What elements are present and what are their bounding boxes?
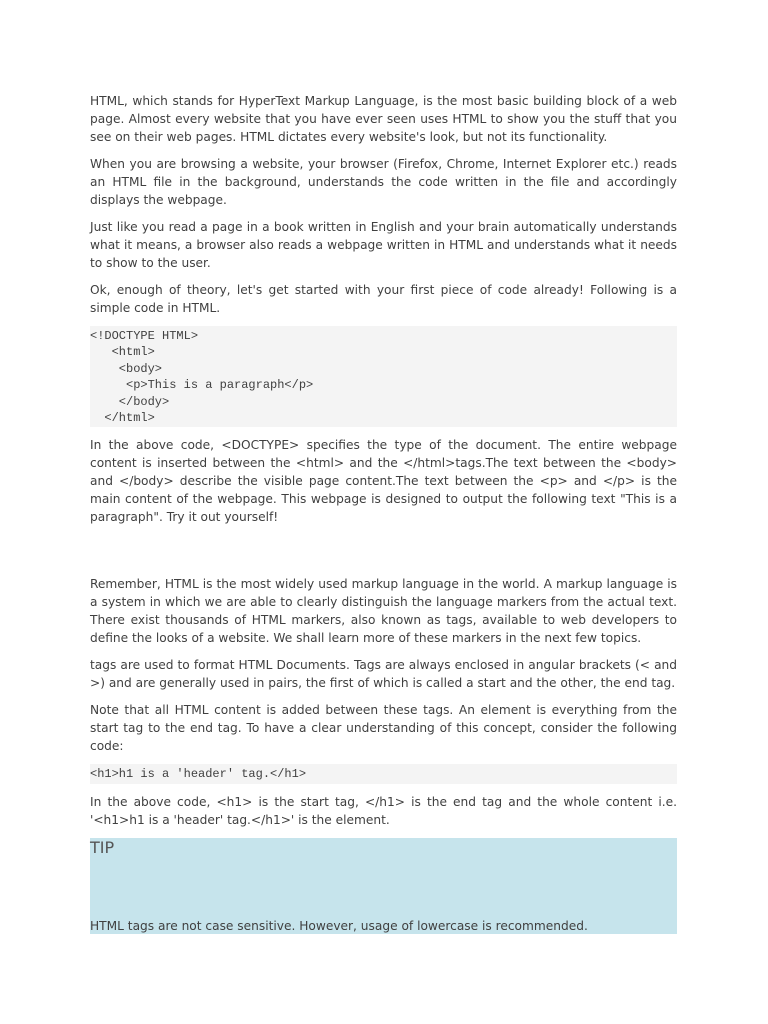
intro-paragraph-1: HTML, which stands for HyperText Markup Language, is the most basic building block of a web page. Almost every website that you have ever seen uses HTML to show you the stuff that you see on their web pages. HTML dictates every website's look, but not its functionality. <box>90 94 677 144</box>
doctype-explanation-paragraph: In the above code, <DOCTYPE> specifies the type of the document. The entire webpage content is inserted between the <html> and the </html>tags.The text between the <body> and </body> describe the visible page content.The text between the <p> and </p> is the main content of the webpage. This webpage is designed to output the following text "This is a paragraph". Try it out yourself! <box>90 438 677 525</box>
intro-paragraph-4: Ok, enough of theory, let's get started with your first piece of code already! Following is a simple code in HTML. <box>90 283 677 315</box>
tip-title: TIP <box>90 837 115 857</box>
tip-box <box>90 838 677 934</box>
element-intro-paragraph: Note that all HTML content is added between these tags. An element is everything from the start tag to the end tag. To have a clear understanding of this concept, consider the following code: <box>90 703 677 754</box>
element-explanation-paragraph: In the above code, <h1> is the start tag, </h1> is the end tag and the whole content i.e. '<h1>h1 is a 'header' tag.</h1>' is the element. <box>90 794 677 827</box>
tags-paragraph: tags are used to format HTML Documents. Tags are always enclosed in angular brackets (< and >) and are generally used in pairs, the first of which is called a start and the other, the end tag. <box>90 658 677 691</box>
spacer <box>90 535 677 575</box>
intro-paragraph-2: When you are browsing a website, your browser (Firefox, Chrome, Internet Explorer etc.) reads an HTML file in the background, understands the code written in the file and accordingly displays the webpage. <box>90 157 677 207</box>
code-block-html-example: <!DOCTYPE HTML> <html> <body> <p>This is a paragraph</p> </body> </html> <box>90 326 677 427</box>
tip-body: HTML tags are not case sensitive. However, usage of lowercase is recommended. <box>90 918 588 933</box>
code-block-h1-example: <h1>h1 is a 'header' tag.</h1> <box>90 764 677 783</box>
markup-language-paragraph: Remember, HTML is the most widely used markup language in the world. A markup language is a system in which we are able to clearly distinguish the language markers from the actual text. There exist thousands of HTML markers, also known as tags, available to web developers to define the looks of a website. We shall learn more of these markers in the next few topics. <box>90 577 677 646</box>
article-content <box>90 92 677 934</box>
intro-paragraph-3: Just like you read a page in a book written in English and your brain automatically understands what it means, a browser also reads a webpage written in HTML and understands what it needs to show to the user. <box>90 220 677 270</box>
